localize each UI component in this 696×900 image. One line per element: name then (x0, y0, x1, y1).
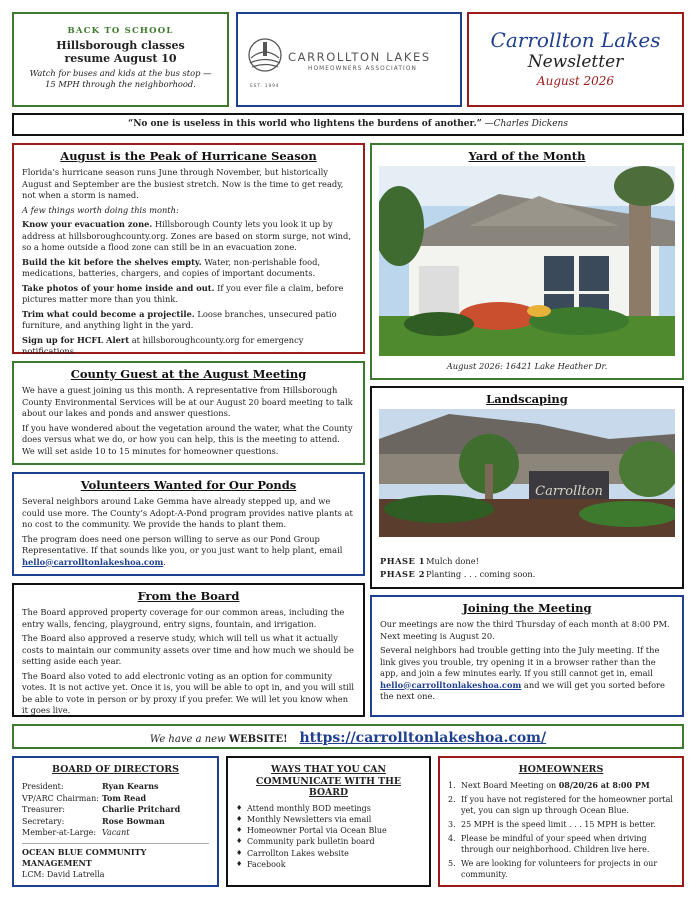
director-row: Treasurer: Charlie Pritchard (22, 804, 181, 815)
logo-est: EST. 1994 (250, 84, 280, 89)
meeting-title: Joining the Meeting (462, 601, 592, 615)
hurricane-item: Sign up for HCFL Alert at hillsboroughcounty.org for emergency notifications. (22, 334, 304, 356)
volunteers-email-link[interactable]: hello@carrolltonlakeshoa.com (22, 556, 164, 567)
guest-title: County Guest at the August Meeting (70, 367, 307, 381)
entry-sign-text: Carrollton (535, 484, 603, 499)
communicate-list (236, 803, 421, 871)
meeting-email-link[interactable]: hello@carrolltonlakeshoa.com (380, 679, 522, 690)
list-item: ♦ Monthly Newsletters via email (236, 814, 421, 825)
directors-box (12, 756, 219, 887)
director-row: Secretary: Rose Bowman (22, 815, 165, 826)
hurricane-article (12, 143, 365, 354)
list-item: 1. Next Board Meeting on 08/20/26 at 8:00 PM (448, 780, 650, 790)
masthead-date: August 2026 (536, 74, 615, 88)
board-news-title: From the Board (137, 589, 240, 603)
logo-name: CARROLLTON LAKES (288, 50, 431, 64)
yard-of-month (370, 143, 684, 380)
list-item: ♦ Homeowner Portal via Ocean Blue (236, 825, 421, 836)
directors-divider (22, 843, 209, 844)
landscaping-box (370, 386, 684, 589)
list-item: ♦ Community park bulletin board (236, 836, 421, 847)
phase-row: PHASE 2Planting . . . coming soon. (380, 569, 536, 579)
hurricane-item: Know your evacuation zone. Hillsborough County lets you look it up by address at hillsboroughcounty.org. Zones are based on storm surge, not wind, so a home outside a flood zone can still be in an evacuation zone. (22, 219, 351, 252)
meeting-article (370, 595, 684, 717)
back-to-school-box (12, 12, 229, 107)
lighthouse-logo-icon (246, 36, 284, 82)
hurricane-item: Take photos of your home inside and out. If you ever file a claim, before pictures matter more than you think. (22, 282, 344, 304)
list-item: 3. 25 MPH is the speed limit . . . 15 MPH is better. (448, 820, 656, 829)
guest-p1: We have a guest joining us this month. A representative from Hillsborough County Environmental Services will be at our August 20 board meeting to talk about our lakes and ponds and answer questions. (22, 385, 353, 418)
volunteers-p1: Several neighbors around Lake Gemma have already stepped up, and we could use more. The County’s Adopt-A-Pond program provides native plants at no cost to the community. We provide the hands to plant them. (22, 496, 353, 529)
homeowners-title: HOMEOWNERS (518, 764, 604, 775)
phase-list (380, 555, 535, 581)
website-lead: We have a new (149, 734, 229, 745)
masthead-subtitle: Newsletter (527, 52, 624, 72)
logo-box (236, 12, 462, 107)
meeting-p2: Several neighbors had trouble getting into the July meeting. If the link gives you trouble, try opening it in a browser rather than the app, and join a few minutes early. If you still cannot get in, email hello@carrolltonlakeshoa.com and we will get you sorted before the next one. (380, 645, 665, 701)
board-news-article (12, 583, 365, 717)
communicate-box (226, 756, 431, 887)
masthead-box (467, 12, 684, 107)
masthead-title: Carrollton Lakes (490, 28, 661, 52)
guest-p2: If you have wondered about the vegetation around the water, what the County does versus what we do, or how you can help, this is the meeting to attend. We will set aside 10 to 15 minutes for homeowner questions. (22, 422, 353, 456)
board-news-p3: The Board also voted to add electronic voting as an option for community votes. It is not active yet. Once it is, you will be able to opt in, and you will still be able to vote in person or by proxy if you prefer. We will let you know when it goes live. (22, 670, 355, 715)
list-item: 2. If you have not registered for the homeowner portal yet, you can sign up through Ocean Blue. (448, 795, 673, 815)
director-row: President: Ryan Kearns (22, 781, 159, 791)
headline-line-2: resume August 10 (64, 52, 177, 65)
phase-row: PHASE 1Mulch done! (380, 556, 480, 566)
quote-text: “No one is useless in this world who lightens the burdens of another.” (128, 119, 482, 129)
meeting-p1: Our meetings are now the third Thursday of each month at 8:00 PM. Next meeting is August 20. (380, 619, 670, 641)
volunteers-p2: The program does need one person willing to serve as our Pond Group Representative. If that sounds like you, or you just want to help plant, email hello@carrolltonlakeshoa.com. (22, 533, 343, 567)
management-lcm: LCM: David Latrella (22, 869, 105, 879)
quote-author: —Charles Dickens (481, 119, 568, 129)
headline-line-1: Hillsborough classes (56, 39, 185, 52)
homeowners-list (448, 780, 674, 880)
list-item: ♦ Carrollton Lakes website (236, 848, 421, 859)
communicate-title: WAYS THAT YOU CAN COMMUNICATE WITH THE BOARD (256, 764, 401, 798)
director-row: Member-at-Large: Vacant (22, 828, 130, 838)
yard-caption: August 2026: 16421 Lake Heather Dr. (446, 361, 608, 371)
list-item: ♦ Facebook (236, 859, 421, 870)
yard-title: Yard of the Month (468, 149, 586, 163)
landscaping-title: Landscaping (486, 392, 568, 406)
website-bold: WEBSITE! (228, 734, 288, 745)
back-to-school-headline (14, 39, 227, 65)
director-row: VP/ARC Chairman: Tom Read (22, 792, 147, 803)
management-title: OCEAN BLUE COMMUNITY MANAGEMENT (22, 846, 147, 868)
landscaping-photo (379, 409, 675, 537)
hurricane-title: August is the Peak of Hurricane Season (60, 149, 317, 163)
homeowners-box (438, 756, 684, 887)
hurricane-lead: A few things worth doing this month: (22, 204, 179, 215)
volunteers-article (12, 472, 365, 576)
back-to-school-kicker: BACK TO SCHOOL (67, 26, 174, 36)
list-item: 4. Please be mindful of your speed when driving through our neighborhood. Children live here. (448, 834, 650, 854)
website-banner (12, 724, 684, 749)
board-news-p1: The Board approved property coverage for our common areas, including the entry walls, fencing, playground, entry signs, fountain, and irrigation. (22, 607, 345, 629)
quote-box (12, 113, 684, 136)
logo-sub: HOMEOWNERS ASSOCIATION (308, 66, 417, 72)
list-item: 5. We are looking for volunteers for projects in our community. (448, 859, 658, 879)
hurricane-intro: Florida’s hurricane season runs June through November, but historically August and September are the busiest stretch. Now is the time to get ready, not when a storm is named. (22, 167, 344, 200)
website-link[interactable]: https://carrolltonlakeshoa.com/ (299, 730, 547, 746)
list-item: ♦ Attend monthly BOD meetings (236, 803, 421, 814)
county-guest-article (12, 361, 365, 465)
yard-photo (379, 166, 675, 356)
hurricane-item: Build the kit before the shelves empty. Water, non-perishable food, medications, batteries, chargers, and copies of important documents. (22, 256, 321, 278)
hurricane-item: Trim what could become a projectile. Loose branches, unsecured patio furniture, and anything light in the yard. (22, 308, 337, 330)
directors-title: BOARD OF DIRECTORS (51, 764, 180, 775)
volunteers-title: Volunteers Wanted for Our Ponds (80, 478, 297, 492)
back-to-school-note: Watch for buses and kids at the bus stop — 15 MPH through the neighborhood. (29, 68, 212, 89)
board-news-p2: The Board also approved a reserve study, which will tell us what it actually costs to maintain our community assets over time and how much we should be setting aside each year. (22, 633, 354, 666)
